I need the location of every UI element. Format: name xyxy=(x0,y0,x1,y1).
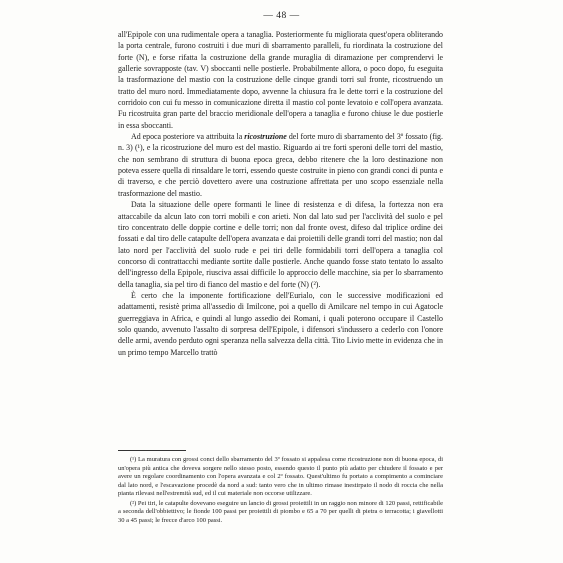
paragraph xyxy=(118,131,443,199)
body-text xyxy=(118,29,443,358)
footnote: (²) Pei tiri, le catapulte dovevano eseguire un lancio di grossi proiettili in un raggio non minore di 120 passi, rettificabile a seconda dell'obbiettivo; le fionde 100 passi per proiettili di piombo e 65 a 70 per quelli di pietra o terracotta; i giavellotti 30 a 45 passi; le frecce d'arco 100 passi. xyxy=(118,499,443,524)
paragraph-text: Ad epoca posteriore va attribuita la xyxy=(131,132,243,142)
paragraph: Data la situazione delle opere formanti le linee di resistenza e di difesa, la fortezza non era attaccabile da alcun lato con torri mobili e con arieti. Non dal lato sud per l'acclività del suolo e pel tiro concentrato delle doppie cortine e delle torri; non dal fronte ovest, difeso dal triplice ordine dei fossati e dal tiro delle catapulte dell'opera avanzata e dai proiettili delle grandi torri del mastio; non dal lato nord per l'acclività del suolo rude e pei tiri delle formidabili torri dell'opera a tanaglia col concorso di contrattacchi mediante sortite dalle postierle. Anche quando fosse stato tentato lo assalto dell'ingresso della Epipole, riusciva assai difficile lo approccio delle macchine, sia per lo sbarramento della tanaglia, sia pel tiro di fianco del mastio e del forte (N) (²). xyxy=(118,200,443,289)
paragraph: all'Epipole con una rudimentale opera a tanaglia. Posteriormente fu migliorata quest'opera obliterando la porta centrale, furono costruiti i due muri di sbarramento paralleli, fu riordinata la costruzione del forte (N), e forse rifatta la costruzione della grande muraglia di diramazione per comprendervi le gallerie sovrapposte (tav. V) sboccanti nelle postierle. Probabilmente allora, o poco dopo, fu eseguita la trasformazione del mastio con la costruzione delle cinque grandi torri sul fronte, ricostruendo un tratto del muro nord. Immediatamente dopo, avvenne la chiusura fra le dette torri e la costruzione del corridoio con cui fu messo in comunicazione diretta il mastio col ponte levatoio e coll'opera avanzata. Fu ricostruita gran parte del braccio meridionale dell'opera a tanaglia e furono chiuse le due postierle in essa sboccanti. xyxy=(118,30,443,130)
footnote: (¹) La muratura con grossi conci dello sbarramento del 3º fossato si appalesa come ricostruzione non di buona epoca, di un'opera più antica che doveva sorgere nello stesso posto, essendo questo il punto più adatto per chiudere il fossato e per avere un regolare coordinamento con l'opera avanzata e col 2º fossato. Quest'ultimo fu portato a compimento a cominciare dal lato nord, e l'escavazione procedè da nord a sud: tanto vero che in ultimo rimase inestirpato il nodo di roccia che nella pianta rilevasi nell'estremità sud, ed il cui materiale non occorse utilizzare. xyxy=(118,456,443,497)
paragraph-text: del forte muro di sbarramento del 3º fossato (fig. n. 3) (¹), e la ricostruzione del muro est del mastio. Riguardo ai tre forti speroni delle torri del mastio, che non sembrano di struttura di buona epoca greca, debbo ritenere che la loro destinazione non poteva essere quella di rinsaldare le torri, essendo queste costruite in pieno con grandi conci di punta e di traverso, e che perciò dovettero avere una costruzione affrettata per uno scopo essenziale nella trasformazione del mastio. xyxy=(118,132,443,198)
page-number: — 48 — xyxy=(263,11,300,21)
footnotes xyxy=(118,456,443,526)
emphasis: ricostruzione xyxy=(244,132,287,142)
footnote-divider xyxy=(118,450,186,451)
paragraph: È certo che la imponente fortificazione dell'Eurialo, con le successive modificazioni ed adattamenti, resistè prima all'assedio di Imilcone, poi a quello di Amilcare nel tempo in cui Agatocle guerreggiava in Africa, e quindi al lungo assedio dei Romani, i quali poterono occupare il Castello solo quando, avvenuto l'assalto di sorpresa dell'Epipole, i difensori s'indussero a cederlo con l'onore delle armi, avendo perduto ogni speranza nella salvezza della città. Tito Livio mette in evidenza che in un primo tempo Marcello trattò xyxy=(118,290,443,357)
